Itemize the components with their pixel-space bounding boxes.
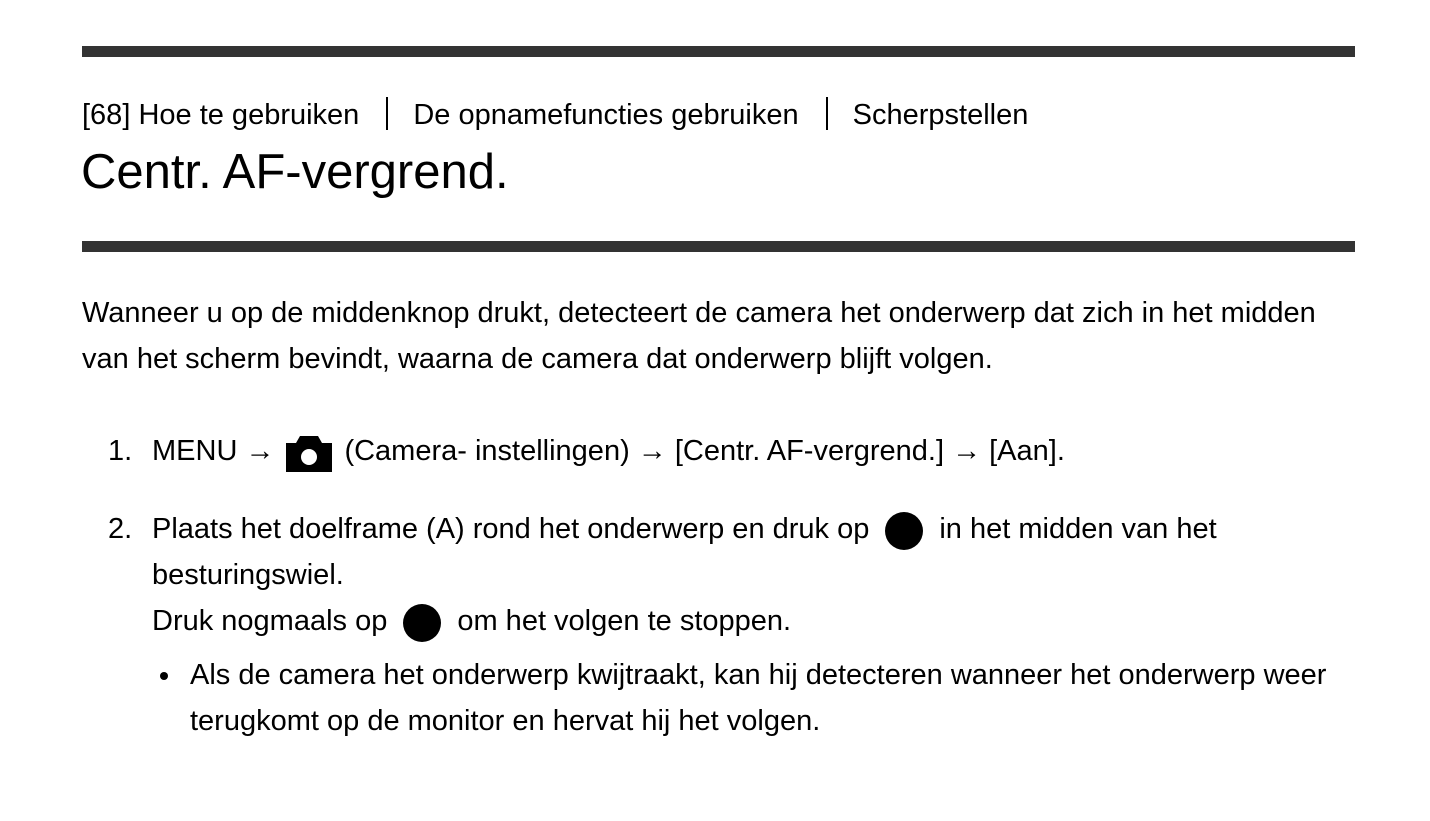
- step-text: Druk nogmaals op: [152, 605, 388, 637]
- camera-icon: [286, 434, 332, 472]
- step-text: in het midden van het besturingswiel.: [152, 513, 1217, 591]
- step-text: MENU →: [152, 435, 275, 467]
- breadcrumb-link-shooting-functions[interactable]: De opnamefuncties gebruiken: [413, 99, 799, 131]
- note-item: Als de camera het onderwerp kwijtraakt, kan hij detecteren wanneer het onderwerp weer terugkomt op de monitor en hervat hij het volgen.: [152, 652, 1352, 744]
- page-reference: [68]: [82, 99, 131, 131]
- center-button-icon: [885, 512, 923, 550]
- breadcrumb-link-focusing[interactable]: Scherpstellen: [852, 99, 1029, 131]
- breadcrumb-separator: [386, 97, 388, 130]
- step-number: 1.: [108, 435, 133, 467]
- step-text: Plaats het doelframe (A) rond het onderwerp en druk op: [152, 513, 870, 545]
- step-number: 2.: [108, 513, 133, 545]
- header-bottom-rule: [82, 241, 1355, 252]
- header-top-rule: [82, 46, 1355, 57]
- steps-list: [82, 428, 1352, 744]
- step-text: (Camera- instellingen) → [Centr. AF-vergrend.] → [Aan].: [344, 435, 1065, 467]
- step-1: [82, 428, 1352, 474]
- breadcrumb: [82, 96, 1028, 134]
- page-title: Centr. AF-vergrend.: [81, 145, 509, 199]
- step-subline: [152, 598, 1352, 644]
- step-2: [82, 506, 1352, 744]
- note-list: [152, 652, 1352, 744]
- step-text: om het volgen te stoppen.: [457, 605, 792, 637]
- breadcrumb-link-how-to-use[interactable]: Hoe te gebruiken: [138, 99, 360, 131]
- breadcrumb-separator: [826, 97, 828, 130]
- center-button-icon: [403, 604, 441, 642]
- intro-paragraph: Wanneer u op de middenknop drukt, detecteert de camera het onderwerp dat zich in het midden van het scherm bevindt, waarna de camera dat onderwerp blijft volgen.: [82, 297, 1316, 375]
